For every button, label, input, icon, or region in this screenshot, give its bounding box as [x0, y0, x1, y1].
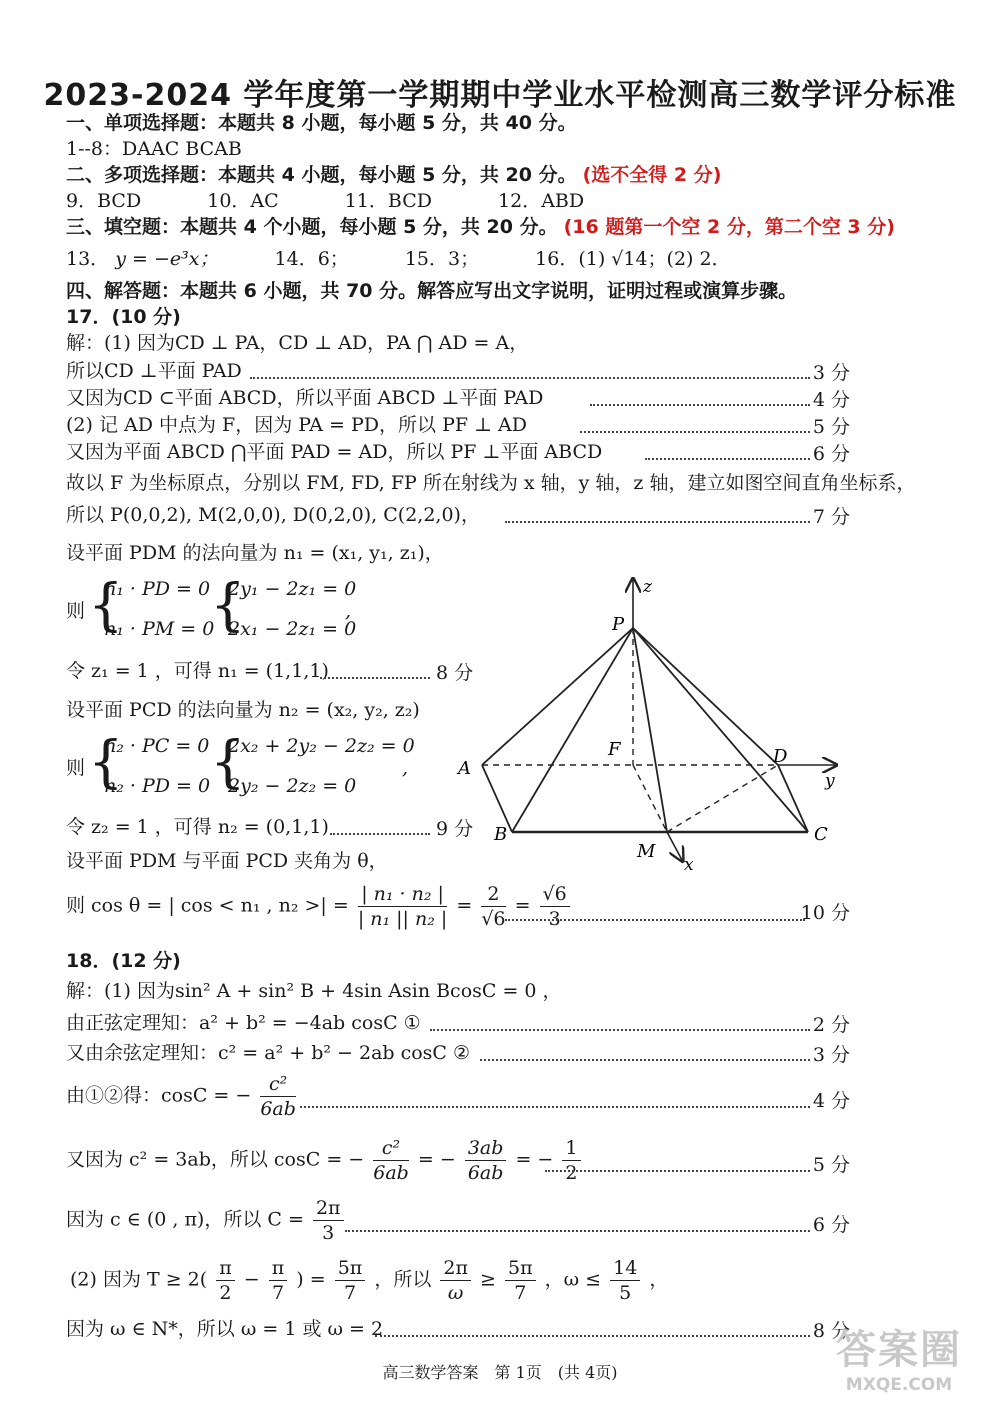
watermark-url: MXQE.COM: [845, 1375, 953, 1395]
sys2-row1: n₂ · PC = 0: [104, 735, 210, 757]
q18-l4-lead: 由①②得：cosC = −: [66, 1084, 252, 1107]
answer-16: 16．(1) √14；(2) 2．: [535, 248, 731, 270]
q18-l7-d4: ω: [447, 1282, 464, 1304]
q18-l7-frac-3: [335, 1256, 366, 1305]
q17-line-4: (2) 记 AD 中点为 F，因为 PA = PD，所以 PF ⊥ AD: [66, 414, 527, 436]
q18-l7-frac-5: [505, 1256, 536, 1305]
q18-l4-den: 6ab: [260, 1098, 296, 1120]
cos-frac-1-den: | n₁ || n₂ |: [357, 908, 448, 930]
leader-dots: [320, 677, 430, 679]
q18-l5-frac-1: [373, 1136, 409, 1185]
answer-13: y = −e³x；: [115, 248, 219, 270]
q18-l7-n4: 2π: [440, 1256, 471, 1281]
q18-l7-d6: 5: [619, 1282, 632, 1304]
q17-line-9: 令 z₁ = 1 ，可得 n₁ = (1,1,1): [66, 660, 329, 682]
label-M: M: [637, 841, 656, 862]
q18-l5-mid-1: = −: [417, 1148, 456, 1171]
sys2-row3: 2x₂ + 2y₂ − 2z₂ = 0: [228, 735, 415, 757]
leader-dots: [330, 833, 430, 835]
q18-l5-den1: 6ab: [373, 1162, 409, 1184]
q17-line-7: 所以 P(0,0,2), M(2,0,0), D(0,2,0), C(2,2,0)，: [66, 504, 480, 526]
q18-score-6: 6 分: [812, 1214, 850, 1236]
q18-l7-d1: 2: [219, 1282, 232, 1304]
q18-score-8: 8 分: [812, 1320, 850, 1342]
answer-10: 10．AC: [207, 190, 279, 212]
q18-l6-lead: 因为 c ∈ (0 , π)，所以 C =: [66, 1208, 304, 1231]
leader-dots: [375, 1335, 810, 1337]
q18-l7-b: ) =: [296, 1268, 326, 1291]
q18-l4-frac: [260, 1072, 296, 1121]
answer-12: 12．ABD: [498, 190, 585, 212]
q18-l7-n3: 5π: [335, 1256, 366, 1281]
q18-l7-c: ，所以: [374, 1268, 432, 1291]
x-axis: [667, 832, 682, 860]
edge-PM: [633, 628, 667, 832]
edge-AB: [482, 765, 512, 832]
sys1-row1: n₁ · PD = 0: [104, 578, 211, 600]
q18-l7-frac-1: [216, 1256, 235, 1305]
label-P: P: [612, 614, 625, 635]
q18-line-6: [66, 1196, 347, 1245]
page-title: 2023-2024 学年度第一学期期中学业水平检测高三数学评分标准: [43, 78, 957, 113]
label-z: z: [643, 577, 652, 597]
q18-l5-frac-3: [562, 1136, 580, 1185]
q17-line-10: 设平面 PCD 的法向量为 n₂ = (x₂, y₂, z₂): [66, 699, 420, 721]
q17-score-9: 9 分: [436, 818, 474, 840]
q18-l5-frac-2: [465, 1136, 507, 1185]
cos-eq-1: =: [456, 894, 473, 917]
sys2-brace-left: {: [88, 730, 124, 795]
cos-frac-1-num: | n₁ · n₂ |: [358, 882, 447, 907]
section3-note: (16 题第一个空 2 分，第二个空 3 分): [563, 216, 895, 238]
q18-line-3: 又由余弦定理知：c² = a² + b² − 2ab cosC ②: [66, 1042, 471, 1064]
leader-dots: [480, 1059, 810, 1061]
q18-l7-frac-4: [440, 1256, 471, 1305]
cos-frac-1: [358, 882, 447, 931]
q17-score-5: 5 分: [812, 416, 850, 438]
q18-l5-den3: 2: [565, 1162, 578, 1184]
section2-answers: [66, 188, 584, 214]
label-D: D: [773, 746, 788, 767]
q18-l5-num2: 3ab: [465, 1136, 507, 1161]
leader-dots: [430, 1029, 810, 1031]
label-y: y: [825, 771, 835, 791]
answer-14: 14．6；: [274, 248, 349, 270]
q18-l5-lead: 又因为 c² = 3ab，所以 cosC = −: [66, 1148, 365, 1171]
sys1-brace-left: {: [88, 573, 124, 638]
q18-l7-n2: π: [269, 1256, 288, 1281]
q17-line-5: 又因为平面 ABCD ⋂平面 PAD = AD，所以 PF ⊥平面 ABCD: [66, 441, 603, 463]
q18-line-7: [70, 1256, 668, 1305]
watermark-logo: [814, 1318, 984, 1406]
q18-l7-n6: 14: [610, 1256, 640, 1281]
section1-heading: 一、单项选择题：本题共 8 小题，每小题 5 分，共 40 分。: [66, 112, 577, 134]
edge-PB: [512, 628, 633, 832]
section2-heading-line: [66, 162, 721, 188]
q17-score-6: 6 分: [812, 443, 850, 465]
sys2-row2: n₂ · PD = 0: [104, 775, 211, 797]
q17-heading: 17．(10 分): [66, 306, 181, 328]
edge-PC: [633, 628, 808, 832]
watermark-big-text: 答案圈: [836, 1327, 962, 1373]
sys1-row2: n₁ · PM = 0: [104, 618, 215, 640]
edge-MD-dashed: [667, 765, 778, 832]
leader-dots: [545, 1170, 810, 1172]
section3-answers: [66, 246, 731, 272]
answer-11: 11．BCD: [344, 190, 432, 212]
sys1-row4: 2x₁ − 2z₁ = 0: [228, 618, 357, 640]
answer-13-label: 13．: [66, 248, 110, 270]
section2-note: (选不全得 2 分): [582, 164, 722, 186]
q18-l7-a: (2) 因为 T ≥ 2(: [70, 1268, 208, 1291]
pyramid-figure: [450, 570, 850, 880]
edge-PD: [633, 628, 778, 765]
label-x: x: [684, 855, 694, 875]
q18-score-4: 4 分: [812, 1090, 850, 1112]
leader-dots: [505, 919, 805, 921]
sys2-end: ,: [402, 757, 409, 779]
sys2-label: 则: [66, 757, 86, 779]
cos-frac-2-den: √6: [481, 908, 506, 930]
q18-score-3: 3 分: [812, 1044, 850, 1066]
q18-l7-d2: 7: [271, 1282, 285, 1304]
sys1-brace-right: {: [210, 573, 246, 638]
label-C: C: [814, 824, 828, 845]
q17-line-12: 设平面 PDM 与平面 PCD 夹角为 θ，: [66, 850, 388, 872]
label-F: F: [608, 739, 621, 760]
leader-dots: [505, 521, 810, 523]
sys2-row4: 2y₂ − 2z₂ = 0: [228, 775, 357, 797]
q17-score-10: 10 分: [800, 902, 850, 924]
label-B: B: [494, 824, 508, 845]
section1-answers: 1--8：DAAC BCAB: [66, 138, 242, 160]
q17-score-3: 3 分: [812, 362, 850, 384]
q17-line-3: 又因为CD ⊂平面 ABCD，所以平面 ABCD ⊥平面 PAD: [66, 387, 544, 409]
q18-line-4: [66, 1072, 299, 1121]
q18-line-8: 因为 ω ∈ N*，所以 ω = 1 或 ω = 2: [66, 1318, 384, 1340]
leader-dots: [300, 1106, 810, 1108]
section3-heading-line: [66, 214, 895, 240]
q18-heading: 18．(12 分): [66, 950, 181, 972]
sys1-row3: 2y₁ − 2z₁ = 0: [228, 578, 357, 600]
q18-l5-num1: c²: [373, 1136, 409, 1161]
q18-l7-frac-6: [610, 1256, 640, 1305]
edge-DC: [778, 765, 808, 832]
q18-l7-n1: π: [216, 1256, 235, 1281]
q17-score-8: 8 分: [436, 662, 474, 684]
section4-heading: 四、解答题：本题共 6 小题，共 70 分。解答应写出文字说明，证明过程或演算步骤。: [66, 280, 798, 302]
q17-score-4: 4 分: [812, 389, 850, 411]
section3-heading: 三、填空题：本题共 4 个小题，每小题 5 分，共 20 分。: [66, 216, 558, 238]
cos-eq-2: =: [514, 894, 531, 917]
cos-frac-3-den: 3: [548, 908, 561, 930]
q18-l6-frac: [313, 1196, 344, 1245]
answer-9: 9．BCD: [66, 190, 142, 212]
q17-line-2: 所以CD ⊥平面 PAD: [66, 360, 242, 382]
q18-l7-d: ，ω ≤: [544, 1268, 602, 1291]
q18-l7-frac-2: [269, 1256, 288, 1305]
q18-score-5: 5 分: [812, 1154, 850, 1176]
q18-l4-num: c²: [260, 1072, 296, 1097]
q18-l6-den: 3: [322, 1222, 335, 1244]
sys1-end: ,: [345, 600, 352, 622]
sys1-label: 则: [66, 600, 86, 622]
leader-dots: [250, 377, 810, 379]
q18-l7-ge: ≥: [480, 1268, 496, 1291]
sys2-brace-right: {: [210, 730, 246, 795]
section2-heading: 二、多项选择题：本题共 4 小题，每小题 5 分，共 20 分。: [66, 164, 577, 186]
leader-dots: [645, 458, 810, 460]
leader-dots: [590, 404, 810, 406]
cos-lead: 则 cos θ = | cos < n₁ , n₂ >| =: [66, 894, 349, 917]
q17-line-1: 解：(1) 因为CD ⊥ PA，CD ⊥ AD，PA ⋂ AD = A，: [66, 332, 529, 354]
cos-frac-2: [481, 882, 505, 931]
leader-dots: [580, 431, 810, 433]
q18-l6-num: 2π: [313, 1196, 344, 1221]
q18-l7-d3: 7: [343, 1282, 357, 1304]
q18-line-2: 由正弦定理知：a² + b² = −4ab cosC ①: [66, 1012, 421, 1034]
q18-l7-minus: −: [243, 1268, 260, 1291]
q17-line-6: 故以 F 为坐标原点，分别以 FM, FD, FP 所在射线为 x 轴，y 轴，z 轴，建立如图空间直角坐标系，: [66, 472, 916, 494]
q18-l5-mid-2: = −: [515, 1148, 554, 1171]
label-A: A: [458, 758, 471, 779]
q18-score-2: 2 分: [812, 1014, 850, 1036]
q17-line-8: 设平面 PDM 的法向量为 n₁ = (x₁, y₁, z₁)，: [66, 542, 444, 564]
q18-line-5: [66, 1136, 584, 1185]
q18-line-1: 解：(1) 因为sin² A + sin² B + 4sin Asin BcosC = 0 ，: [66, 980, 562, 1002]
cos-frac-3-num: √6: [540, 882, 570, 907]
leader-dots: [345, 1230, 810, 1232]
q17-line-11: 令 z₂ = 1 ，可得 n₂ = (0,1,1): [66, 816, 329, 838]
page-footer: 高三数学答案 第 1页 (共 4页): [382, 1363, 618, 1382]
cos-frac-3: [540, 882, 570, 931]
q17-score-7: 7 分: [812, 506, 850, 528]
answer-15: 15．3；: [404, 248, 480, 270]
q18-l5-num3: 1: [562, 1136, 580, 1161]
q18-l7-end: ，: [649, 1268, 669, 1291]
q18-l5-den2: 6ab: [467, 1162, 504, 1184]
q18-l7-d5: 7: [514, 1282, 527, 1304]
q17-cos-line: [66, 882, 573, 931]
cos-frac-2-num: 2: [481, 882, 505, 907]
q18-l7-n5: 5π: [505, 1256, 536, 1281]
